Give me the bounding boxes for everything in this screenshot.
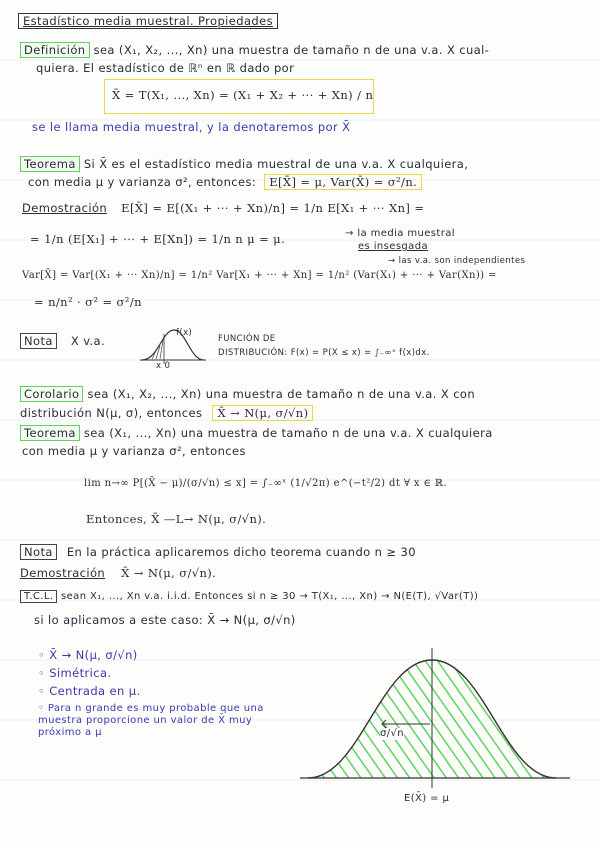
tcl-line-1: [20, 591, 478, 603]
definition-line-1: [20, 43, 489, 57]
proof-2-line: [20, 566, 216, 580]
distribution-label-2: DISTRIBUCIÓN: F(x) = P(X ≤ x) = ∫₋∞ˣ f(x)dx.: [218, 348, 430, 358]
bullet-dot-icon: ◦: [38, 666, 50, 680]
theorem-1-result: E[X̄] = μ, Var(X̄) = σ²/n.: [264, 174, 422, 190]
note-1-tag: Nota: [20, 333, 57, 349]
proof-1-tag: Demostración: [22, 201, 108, 215]
bullet-dot-icon: ◦: [38, 684, 50, 698]
bullet-2: [38, 666, 111, 680]
bullet-4-text: Para n grande es muy probable que una muestra proporcione un valor de X̄ muy próximo a μ: [38, 703, 264, 738]
x-axis-label: x 0: [156, 361, 171, 371]
definition-text-1: sea (X₁, X₂, ..., Xn) una muestra de tamaño n de una v.a. X cual-: [93, 43, 490, 57]
proof-1-note-3: → las v.a. son independientes: [388, 256, 526, 266]
proof-1-line-2: = 1/n (E[X₁] + ··· + E[Xn]) = 1/n n μ = μ.: [30, 232, 286, 246]
corollary-line-2: [20, 406, 313, 420]
distribution-label-1: FUNCIÓN DE: [218, 334, 276, 344]
proof-1-line-4: = n/n² · σ² = σ²/n: [34, 295, 142, 309]
proof-1-line-1: [22, 201, 424, 215]
bullet-dot-icon: ◦: [38, 648, 50, 662]
page-title-text: Estadístico media muestral. Propiedades: [18, 13, 278, 29]
tcl-text-1: sean X₁, ..., Xn v.a. i.i.d. Entonces si n ≥ 30 → T(X₁, ..., Xn) → N(E(T), √Var(T)): [61, 591, 479, 602]
page-title: [18, 14, 278, 28]
theorem-2-line-1: [20, 426, 493, 440]
corollary-line-1: [20, 387, 475, 401]
bullet-1-text: X̄ → N(μ, σ/√n): [49, 648, 138, 662]
note-1-line: [20, 334, 105, 348]
bell-center-label: E(X̄) = μ: [404, 793, 450, 804]
corollary-text-1: sea (X₁, X₂, ..., Xn) una muestra de tamaño n de una v.a. X con: [87, 387, 476, 401]
bullet-1: [38, 648, 138, 662]
tcl-tag: T.C.L.: [20, 590, 57, 603]
corollary-tag: Corolario: [20, 386, 83, 402]
proof-1-note-2: es insesgada: [358, 241, 428, 252]
theorem-2-line-2: con media μ y varianza σ², entonces: [22, 444, 246, 458]
proof-2-tag: Demostración: [20, 566, 106, 580]
theorem-2-tag: Teorema: [20, 425, 80, 441]
proof-2-text: X̄ → N(μ, σ/√n).: [121, 566, 217, 580]
theorem-2-limit: lim n→∞ P[(X̄ − μ)/(σ/√n) ≤ x] = ∫₋∞ˣ (1/√2π) e^(−t²/2) dt ∀ x ∈ ℝ.: [84, 478, 448, 489]
theorem-2-text-1: sea (X₁, ..., Xn) una muestra de tamaño n de una v.a. X cualquiera: [83, 426, 493, 440]
large-bell-curve-figure: [300, 640, 580, 790]
tcl-line-2: si lo aplicamos a este caso: X̄ → N(μ, σ/√n): [34, 613, 296, 627]
fx-label: f(x): [176, 328, 193, 338]
definition-formula: X̄ = T(X₁, ..., Xn) = (X₁ + X₂ + ··· + Xn) / n: [112, 88, 374, 102]
bullet-3: [38, 684, 141, 698]
bullet-2-text: Simétrica.: [49, 666, 112, 680]
note-2-tag: Nota: [20, 544, 57, 560]
corollary-result: X̄ → N(μ, σ/√n): [212, 405, 313, 421]
definition-line-2: quiera. El estadístico de ℝⁿ en ℝ dado por: [36, 61, 295, 75]
bell-width-label: σ/√n: [380, 728, 405, 739]
bullet-4: [38, 703, 268, 739]
definition-line-3: se le llama media muestral, y la denotaremos por X̄: [32, 120, 351, 134]
corollary-text-2: distribución N(μ, σ), entonces: [20, 406, 203, 420]
proof-1-note-1: → la media muestral: [345, 228, 455, 239]
proof-1-line-3: Var[X̄] = Var[(X₁ + ··· Xn)/n] = 1/n² Var[X₁ + ··· + Xn] = 1/n² (Var(X₁) + ··· + Var(Xn)) =: [22, 270, 497, 281]
bullet-3-text: Centrada en μ.: [49, 684, 141, 698]
theorem-1-text-1: Si X̄ es el estadístico media muestral de una v.a. X cualquiera,: [83, 157, 469, 171]
note-2-line: [20, 545, 416, 559]
proof-1-expr-1: E[X̄] = E[(X₁ + ··· + Xn)/n] = 1/n E[X₁ + ··· Xn] =: [121, 201, 425, 215]
theorem-1-line-2: [28, 175, 422, 189]
theorem-1-line-1: [20, 157, 468, 171]
note-2-text: En la práctica aplicaremos dicho teorema cuando n ≥ 30: [66, 545, 416, 559]
small-bell-curve-figure: [140, 326, 206, 370]
note-1-text: X v.a.: [70, 334, 106, 348]
theorem-1-tag: Teorema: [20, 156, 80, 172]
theorem-1-text-2: con media μ y varianza σ², entonces:: [28, 175, 257, 189]
definition-tag: Definición: [20, 42, 90, 58]
bullet-dot-icon: ◦: [38, 703, 48, 714]
theorem-2-then: Entonces, X̄ —L→ N(μ, σ/√n).: [86, 512, 267, 526]
